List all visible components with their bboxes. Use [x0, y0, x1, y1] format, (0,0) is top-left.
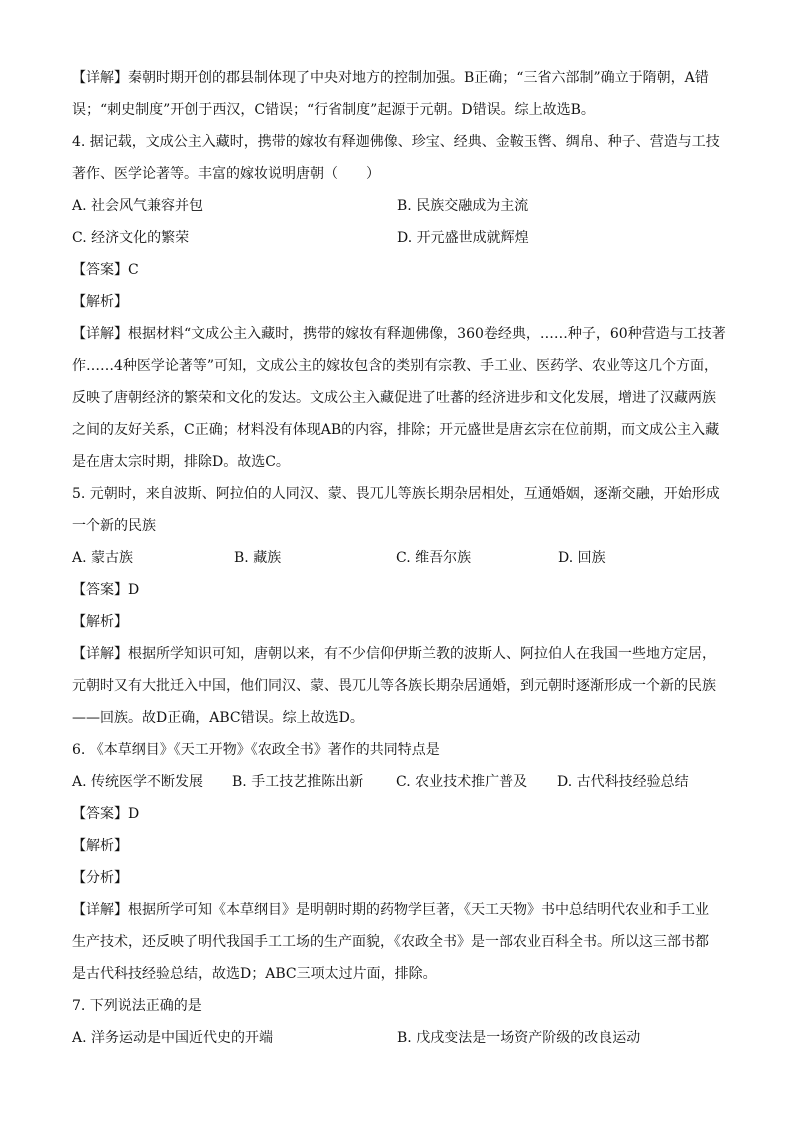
q5-stem-line-1: 5. 元朝时，来自波斯、阿拉伯的人同汉、蒙、畏兀儿等族长期杂居相处，互通婚姻，逐渐交融，开始形成	[72, 486, 720, 502]
q4-detail-line-3: 反映了唐朝经济的繁荣和文化的发达。文成公主入藏促进了吐蕃的经济进步和文化发展，增进了汉藏两族	[72, 390, 716, 406]
q6-option-b: B. 手工技艺推陈出新	[232, 774, 364, 790]
q6-detail-line-3: 是古代科技经验总结，故选D；ABC三项太过片面，排除。	[72, 966, 437, 982]
q4-stem-line-1: 4. 据记载，文成公主入藏时，携带的嫁妆有释迦佛像、珍宝、经典、金鞍玉辔、绸帛、种子、营造与工技	[72, 134, 720, 150]
q6-detail-line-1: 【详解】根据所学可知《本草纲目》是明朝时期的药物学巨著，《天工天物》书中总结明代农业和手工业	[72, 902, 709, 918]
q4-option-c: C. 经济文化的繁荣	[72, 230, 190, 246]
q5-stem-line-2: 一个新的民族	[72, 518, 156, 534]
q5-options-row	[72, 542, 727, 574]
q4-analysis-label: 【解析】	[72, 294, 128, 310]
q4-answer: 【答案】C	[72, 262, 139, 278]
q7-options-row-1	[72, 1022, 727, 1054]
q5-option-b: B. 藏族	[234, 550, 282, 566]
q4-detail-line-1: 【详解】根据材料“文成公主入藏时，携带的嫁妆有释迦佛像，360卷经典，……种子，60种营造与工技著	[72, 326, 726, 342]
q4-stem-line-2: 著作、医学论著等。丰富的嫁妆说明唐朝（ ）	[72, 166, 380, 182]
q5-detail-line-2: 元朝时又有大批迁入中国，他们同汉、蒙、畏兀儿等各族长期杂居通婚，到元朝时逐渐形成一个新的民族	[72, 678, 716, 694]
q5-detail-line-3: ——回族。故D正确，ABC错误。综上故选D。	[72, 710, 364, 726]
q6-options-row	[72, 766, 727, 798]
q5-detail-line-1: 【详解】根据所学知识可知，唐朝以来，有不少信仰伊斯兰教的波斯人、阿拉伯人在我国一些地方定居，	[72, 646, 716, 662]
q4-detail-line-5: 是在唐太宗时期，排除D。故选C。	[72, 454, 290, 470]
q4-detail-line-4: 之间的友好关系，C正确；材料没有体现AB的内容，排除；开元盛世是唐玄宗在位前期，而文成公主入藏	[72, 422, 720, 438]
q6-fenxi-label: 【分析】	[72, 870, 128, 886]
q4-detail-line-2: 作……4种医学论著等”可知，文成公主的嫁妆包含的类别有宗教、手工业、医药学、农业等这几个方面，	[72, 358, 719, 374]
q7-option-b: B. 戊戌变法是一场资产阶级的改良运动	[397, 1030, 641, 1046]
q5-option-a: A. 蒙古族	[72, 550, 134, 566]
q6-option-c: C. 农业技术推广普及	[396, 774, 528, 790]
q6-detail-line-2: 生产技术，还反映了明代我国手工工场的生产面貌，《农政全书》是一部农业百科全书。所以这三部书都	[72, 934, 709, 950]
q4-option-b: B. 民族交融成为主流	[397, 198, 529, 214]
q4-option-a: A. 社会风气兼容并包	[72, 198, 204, 214]
q4-options-row-1	[72, 190, 727, 222]
q5-option-d: D. 回族	[558, 550, 606, 566]
q6-stem: 6. 《本草纲目》《天工开物》《农政全书》著作的共同特点是	[72, 742, 440, 758]
q6-answer: 【答案】D	[72, 806, 140, 822]
q5-analysis-label: 【解析】	[72, 614, 128, 630]
q4-options-row-2	[72, 222, 727, 254]
q3-detail-line-2: 误；“刺史制度”开创于西汉，C错误；“行省制度”起源于元朝。D错误。综上故选B。	[72, 102, 595, 118]
q7-stem: 7. 下列说法正确的是	[72, 998, 202, 1014]
q7-option-a: A. 洋务运动是中国近代史的开端	[72, 1030, 274, 1046]
q4-option-d: D. 开元盛世成就辉煌	[397, 230, 529, 246]
document-page	[72, 62, 727, 1054]
q6-option-d: D. 古代科技经验总结	[557, 774, 689, 790]
q3-detail-line-1: 【详解】秦朝时期开创的郡县制体现了中央对地方的控制加强。B正确；“三省六部制”确立于隋朝，A错	[72, 70, 709, 86]
q6-analysis-label: 【解析】	[72, 838, 128, 854]
q5-answer: 【答案】D	[72, 582, 140, 598]
q6-option-a: A. 传统医学不断发展	[72, 774, 204, 790]
q5-option-c: C. 维吾尔族	[396, 550, 472, 566]
